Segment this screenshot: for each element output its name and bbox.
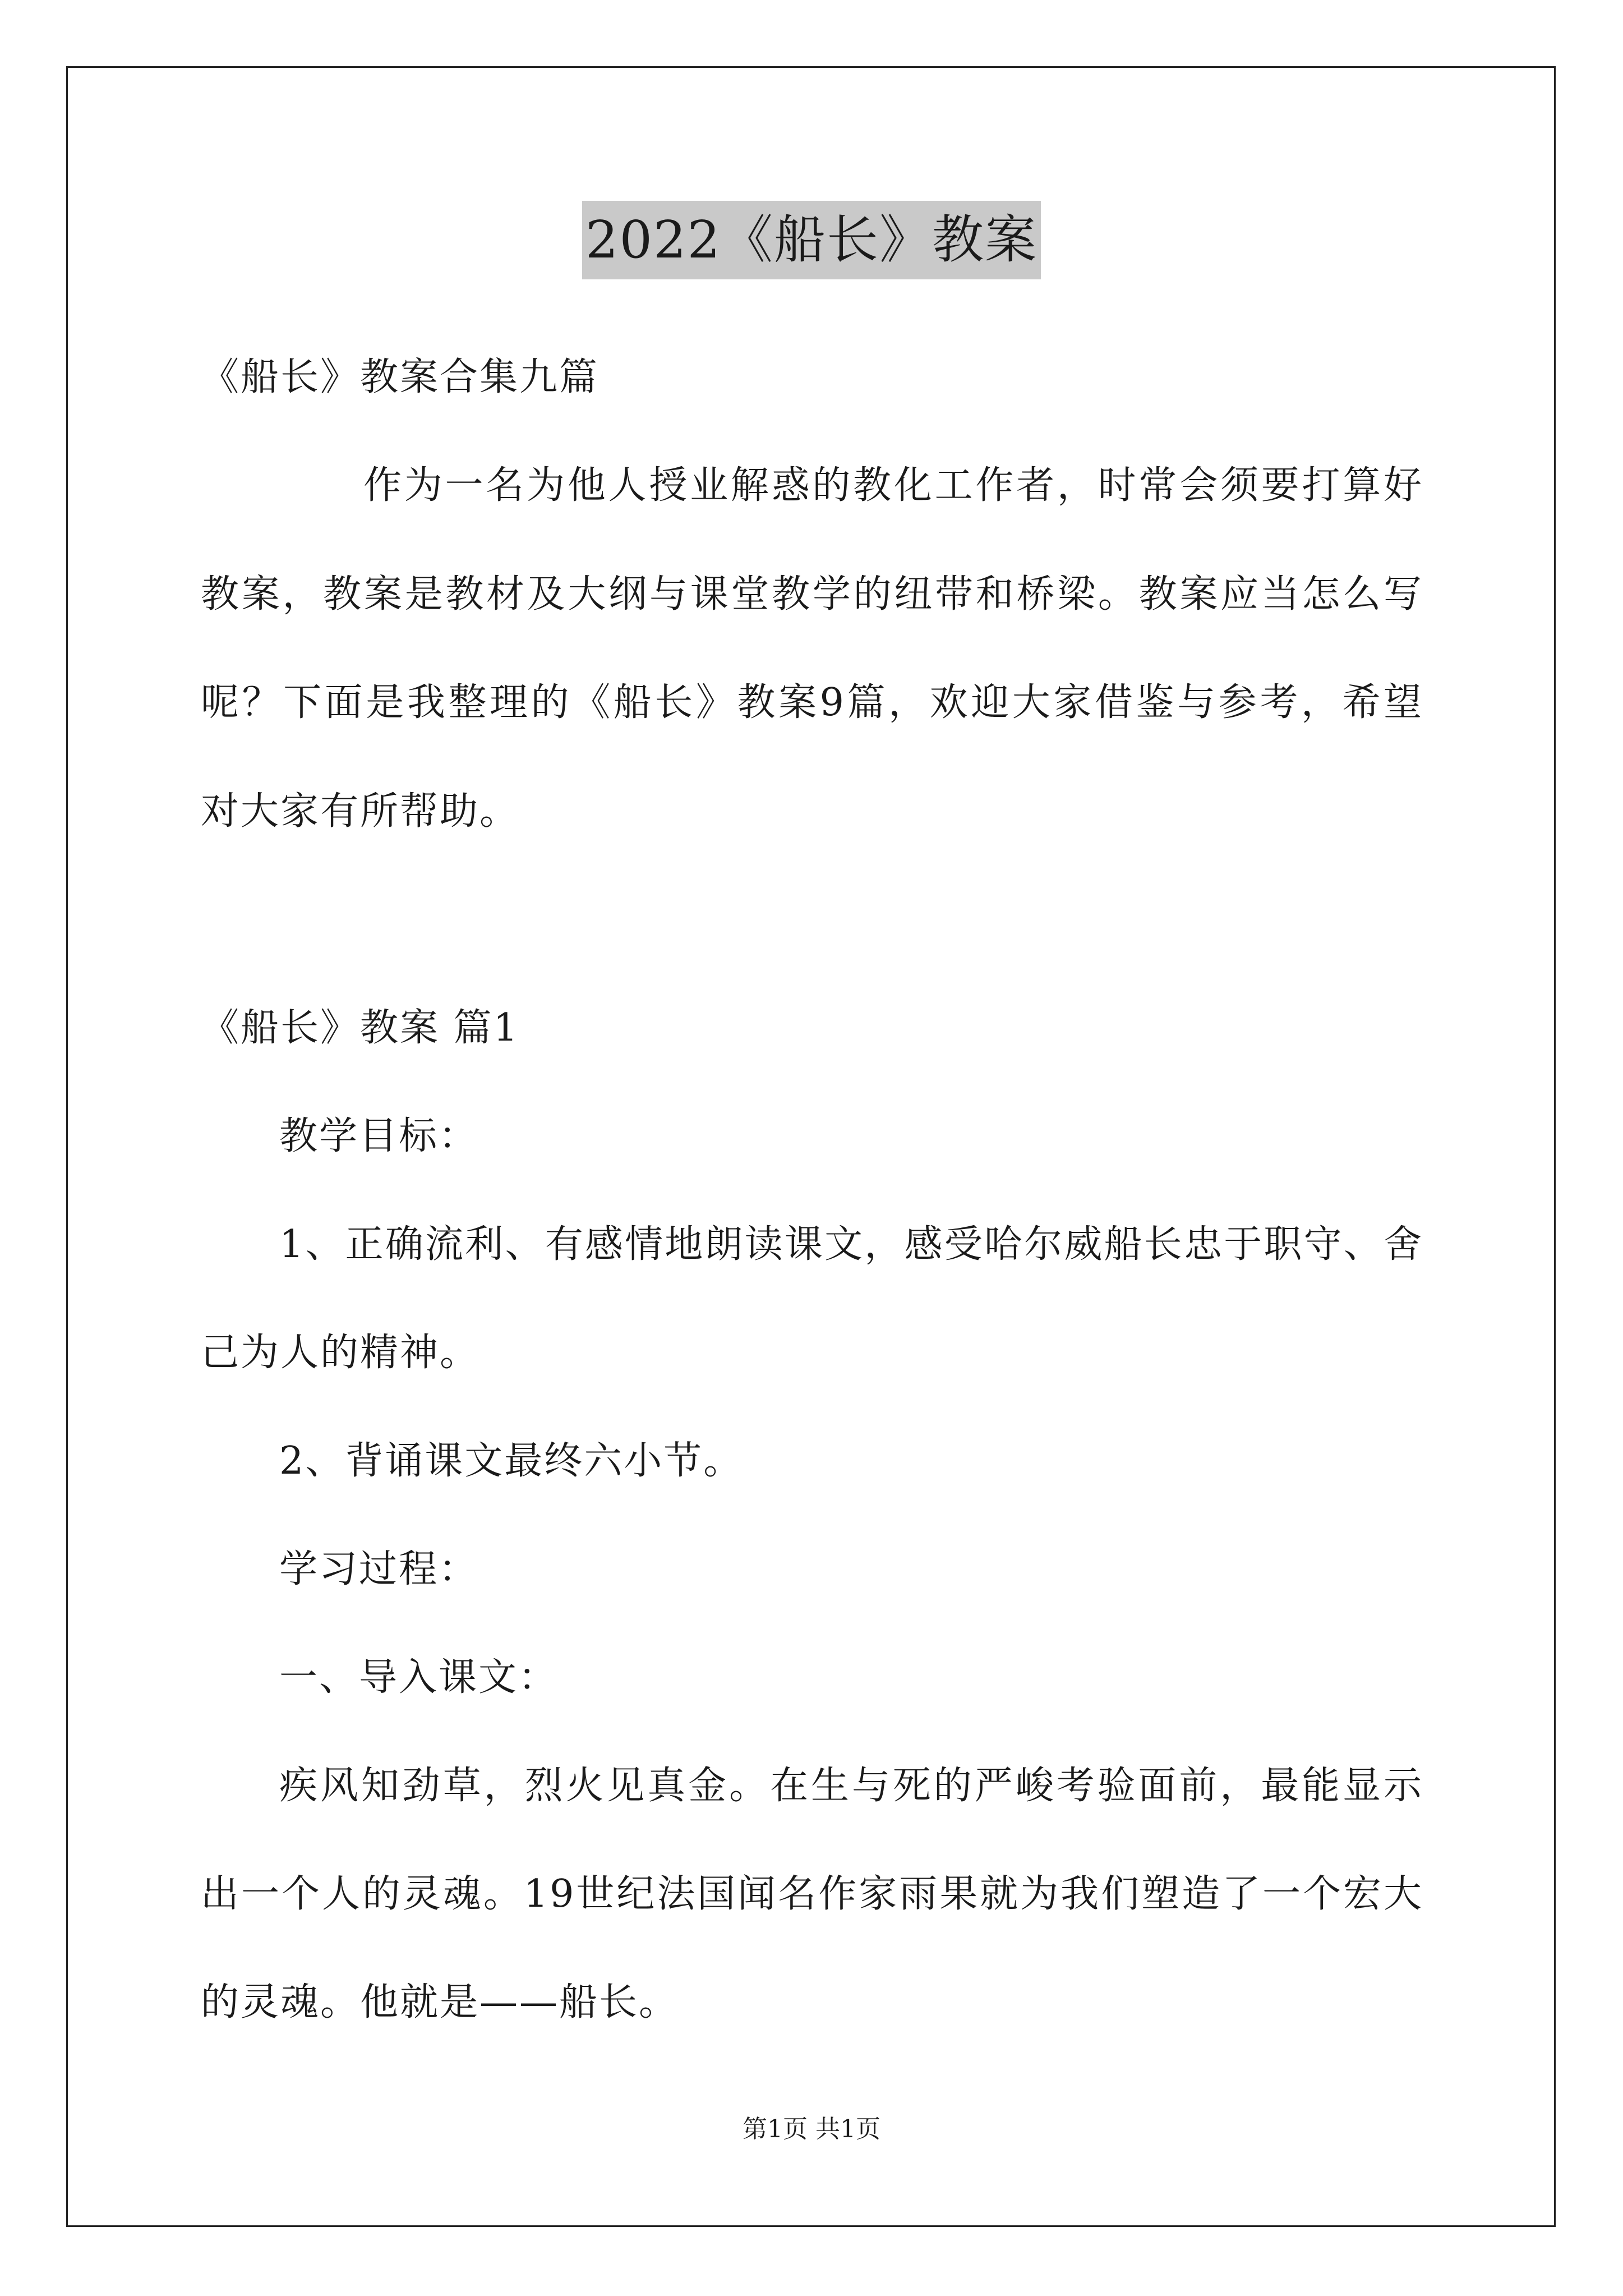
- intro-line-2: 教案，教案是教材及大纲与课堂教学的纽带和桥梁。教案应当怎么写: [201, 572, 1423, 616]
- step-1-text-line-1: 疾风知劲草，烈火见真金。在生与死的严峻考验面前，最能显示: [279, 1764, 1423, 1808]
- goal-1-line-1: 1、正确流利、有感情地朗读课文，感受哈尔威船长忠于职守、舍: [279, 1222, 1423, 1267]
- subtitle-line: 《船长》教案合集九篇: [201, 355, 600, 399]
- step-1-label: 一、导入课文：: [279, 1655, 559, 1700]
- goal-1-line-2: 己为人的精神。: [201, 1331, 480, 1375]
- goal-2: 2、背诵课文最终六小节。: [279, 1439, 744, 1483]
- title-container: [0, 201, 1623, 279]
- section-heading: 《船长》教案 篇1: [201, 1006, 519, 1050]
- page-footer: 第1页 共1页: [743, 2115, 880, 2143]
- learning-process-label: 学习过程：: [279, 1547, 479, 1591]
- intro-line-1: 作为一名为他人授业解惑的教化工作者，时常会须要打算好: [363, 463, 1423, 508]
- document-title: 2022《船长》教案: [582, 201, 1041, 279]
- intro-line-4: 对大家有所帮助。: [201, 789, 520, 834]
- step-1-text-line-2: 出一个人的灵魂。19世纪法国闻名作家雨果就为我们塑造了一个宏大: [201, 1872, 1423, 1916]
- intro-line-3: 呢？下面是我整理的《船长》教案9篇，欢迎大家借鉴与参考，希望: [201, 680, 1423, 725]
- teaching-goals-label: 教学目标：: [279, 1114, 479, 1158]
- step-1-text-line-3: 的灵魂。他就是——船长。: [201, 1980, 679, 2024]
